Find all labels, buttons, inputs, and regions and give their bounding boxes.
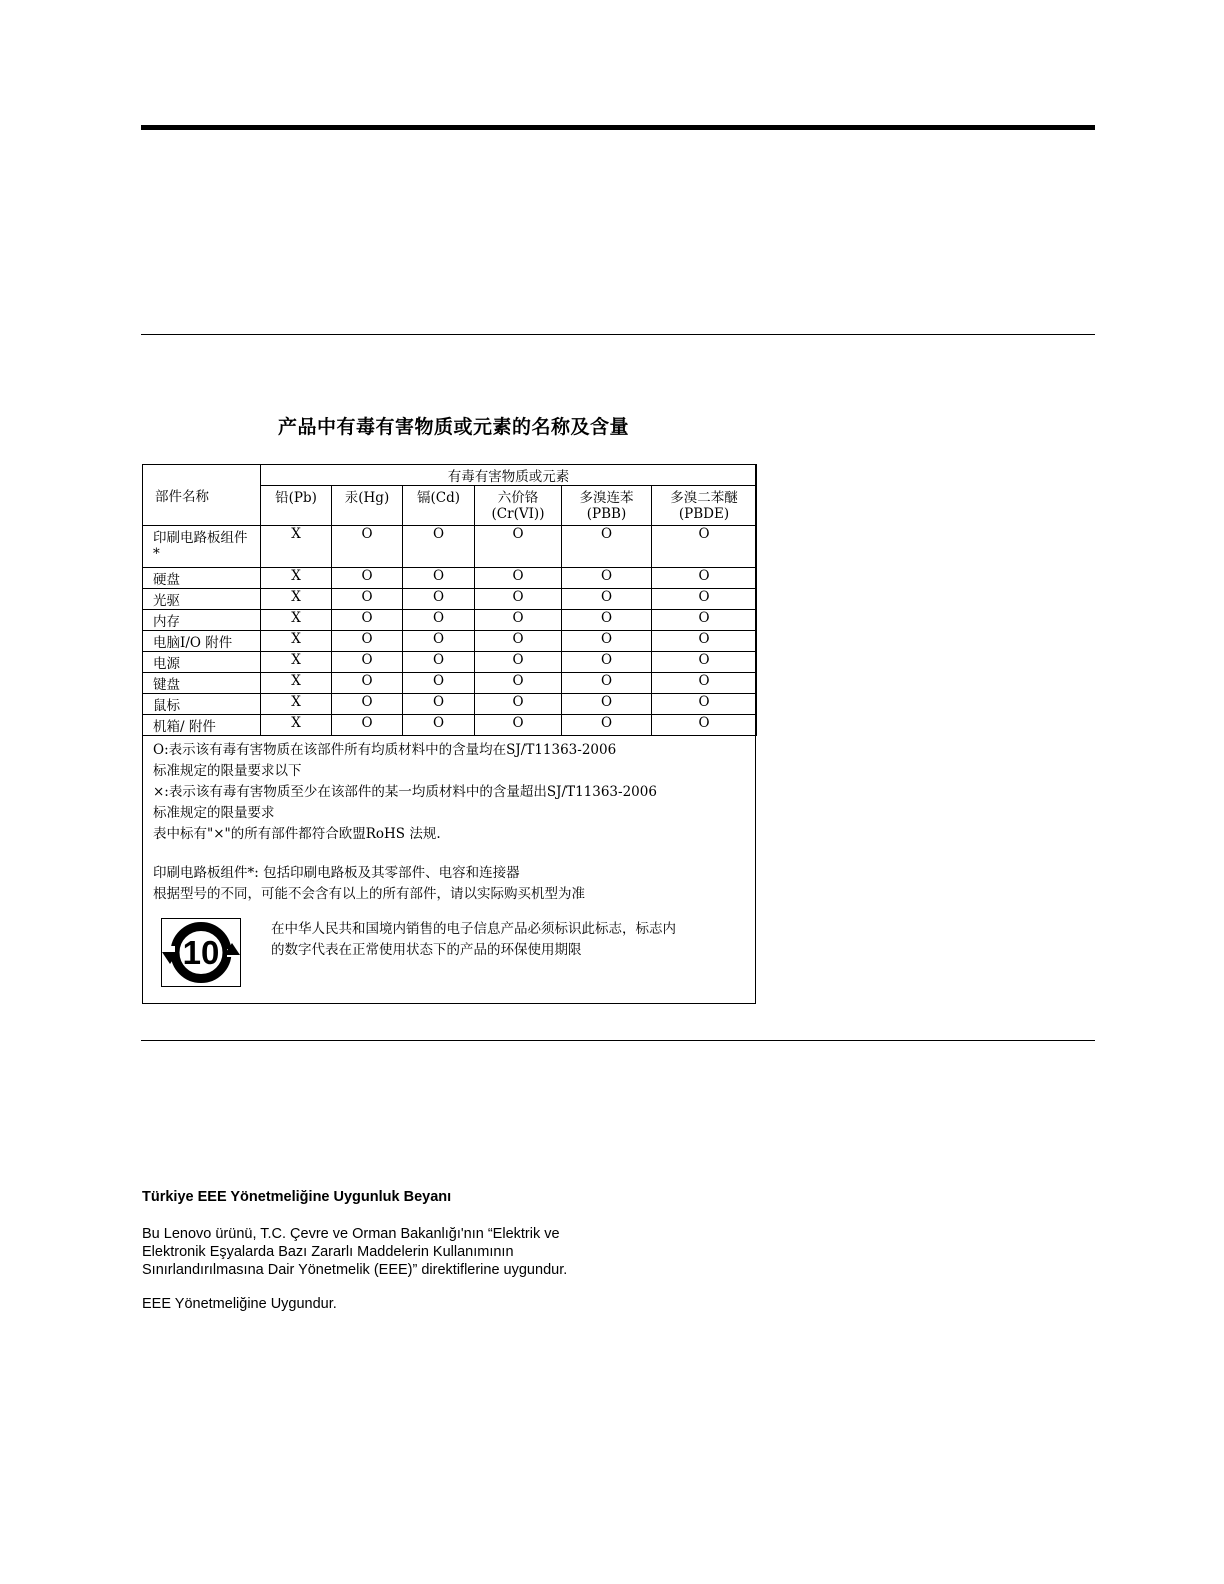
part-name-header: 部件名称	[143, 465, 261, 526]
value-cell: O	[475, 526, 562, 568]
rohs-compliance-note: 表中标有"×"的所有部件都符合欧盟RoHS 法规.	[153, 826, 441, 842]
value-cell: O	[475, 610, 562, 631]
epup-10-logo	[161, 918, 241, 987]
value-cell: O	[332, 715, 403, 736]
value-cell: O	[562, 568, 652, 589]
value-cell: O	[652, 631, 757, 652]
value-cell: O	[403, 673, 475, 694]
part-name-cell: 机箱/ 附件	[143, 715, 261, 736]
value-cell: X	[261, 526, 332, 568]
value-cell: O	[475, 694, 562, 715]
value-cell: O	[652, 715, 757, 736]
value-cell: O	[332, 694, 403, 715]
column-header: 多溴二苯醚 (PBDE)	[652, 486, 757, 526]
substance-group-header: 有毒有害物质或元素	[261, 465, 757, 486]
value-cell: O	[332, 673, 403, 694]
table-notes	[153, 740, 749, 905]
value-cell: O	[652, 589, 757, 610]
table-row	[143, 694, 757, 715]
part-name-cell: 光驱	[143, 589, 261, 610]
turkey-statement-line1: Bu Lenovo ürünü, T.C. Çevre ve Orman Bakanlığı'nın “Elektrik ve	[142, 1226, 560, 1242]
part-name-cell: 电脑I/O 附件	[143, 631, 261, 652]
column-header: 多溴连苯 (PBB)	[562, 486, 652, 526]
value-cell: X	[261, 610, 332, 631]
value-cell: O	[332, 610, 403, 631]
value-cell: O	[332, 589, 403, 610]
turkey-statement-line3: Sınırlandırılmasına Dair Yönetmelik (EEE)” direktiflerine uygundur.	[142, 1262, 568, 1278]
value-cell: O	[332, 568, 403, 589]
logo-explanation-line1: 在中华人民共和国境内销售的电子信息产品必须标识此标志，标志内	[271, 921, 676, 937]
part-name-cell: 键盘	[143, 673, 261, 694]
value-cell: X	[261, 568, 332, 589]
table-row	[143, 610, 757, 631]
value-cell: O	[475, 652, 562, 673]
part-name-cell: 鼠标	[143, 694, 261, 715]
value-cell: X	[261, 673, 332, 694]
value-cell: O	[403, 652, 475, 673]
value-cell: O	[403, 694, 475, 715]
part-name-cell: 电源	[143, 652, 261, 673]
logo-explanation	[271, 919, 749, 961]
turkey-eee-compliance: EEE Yönetmeliğine Uygundur.	[142, 1296, 337, 1312]
top-thick-rule	[141, 125, 1095, 130]
value-cell: O	[562, 631, 652, 652]
x-definition-line2: 标准规定的限量要求	[153, 805, 275, 821]
column-header: 六价铬 (Cr(VI))	[475, 486, 562, 526]
value-cell: O	[652, 568, 757, 589]
value-cell: O	[562, 715, 652, 736]
value-cell: X	[261, 631, 332, 652]
value-cell: X	[261, 715, 332, 736]
turkey-eee-heading: Türkiye EEE Yönetmeliğine Uygunluk Beyanı	[142, 1189, 452, 1205]
table-title: 产品中有毒有害物质或元素的名称及含量	[278, 416, 630, 438]
value-cell: X	[261, 652, 332, 673]
value-cell: O	[562, 526, 652, 568]
value-cell: O	[562, 694, 652, 715]
value-cell: O	[475, 673, 562, 694]
part-name-cell: 内存	[143, 610, 261, 631]
logo-explanation-line2: 的数字代表在正常使用状态下的产品的环保使用期限	[271, 942, 582, 958]
svg-text:10: 10	[182, 934, 220, 971]
table-row	[143, 715, 757, 736]
model-variation-note: 根据型号的不同，可能不会含有以上的所有部件，请以实际购买机型为准	[153, 886, 585, 902]
value-cell: O	[332, 631, 403, 652]
x-definition-line1: ×:表示该有毒有害物质至少在该部件的某一均质材料中的含量超出SJ/T11363-2006	[153, 784, 657, 800]
table-row	[143, 652, 757, 673]
value-cell: O	[652, 673, 757, 694]
o-definition-line2: 标准规定的限量要求以下	[153, 763, 302, 779]
value-cell: O	[475, 568, 562, 589]
value-cell: O	[475, 631, 562, 652]
value-cell: O	[652, 652, 757, 673]
column-header: 铅(Pb)	[261, 486, 332, 526]
value-cell: O	[403, 589, 475, 610]
column-header: 汞(Hg)	[332, 486, 403, 526]
section-divider-bottom	[141, 1040, 1095, 1041]
value-cell: O	[652, 610, 757, 631]
part-name-cell: 硬盘	[143, 568, 261, 589]
value-cell: O	[403, 568, 475, 589]
value-cell: O	[652, 526, 757, 568]
table-row	[143, 526, 757, 568]
value-cell: O	[475, 715, 562, 736]
o-definition-line1: O:表示该有毒有害物质在该部件所有均质材料中的含量均在SJ/T11363-2006	[153, 742, 617, 758]
table-row	[143, 568, 757, 589]
value-cell: O	[403, 631, 475, 652]
section-divider-top	[141, 334, 1095, 335]
value-cell: O	[403, 526, 475, 568]
value-cell: O	[562, 610, 652, 631]
value-cell: O	[562, 589, 652, 610]
column-header: 镉(Cd)	[403, 486, 475, 526]
value-cell: O	[332, 526, 403, 568]
table-header-row	[143, 465, 757, 486]
part-name-cell: 印刷电路板组件*	[143, 526, 261, 568]
turkey-statement-line2: Elektronik Eşyalarda Bazı Zararlı Maddelerin Kullanımının	[142, 1244, 514, 1260]
value-cell: O	[652, 694, 757, 715]
value-cell: X	[261, 694, 332, 715]
table-row	[143, 673, 757, 694]
table-row	[143, 589, 757, 610]
value-cell: O	[403, 610, 475, 631]
turkey-eee-statement	[142, 1225, 567, 1279]
value-cell: O	[332, 652, 403, 673]
value-cell: X	[261, 589, 332, 610]
table-row	[143, 631, 757, 652]
value-cell: O	[403, 715, 475, 736]
value-cell: O	[475, 589, 562, 610]
value-cell: O	[562, 673, 652, 694]
value-cell: O	[562, 652, 652, 673]
pcb-definition-note: 印刷电路板组件*: 包括印刷电路板及其零部件、电容和连接器	[153, 865, 520, 881]
hazardous-substances-table	[142, 464, 757, 736]
